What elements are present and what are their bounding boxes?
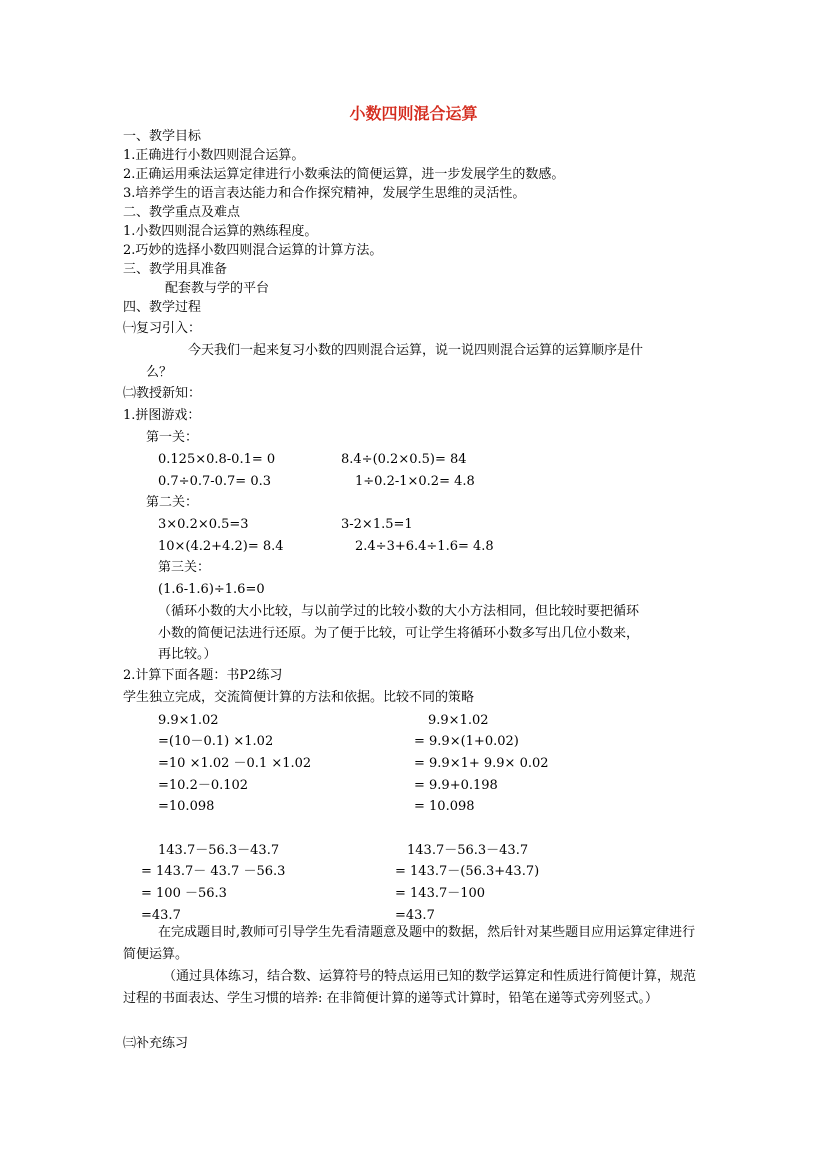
- calc-step: =10 ×1.02 －0.1 ×1.02: [158, 756, 312, 771]
- text-line: 3.培养学生的语言表达能力和合作探究精神，发展学生思维的灵活性。: [123, 186, 526, 201]
- text-line: （循环小数的大小比较，与以前学过的比较小数的大小方法相同，但比较时要把循环: [158, 604, 640, 619]
- calc-step: =43.7: [141, 908, 181, 923]
- text-line: 2.巧妙的选择小数四则混合运算的计算方法。: [123, 243, 383, 258]
- calc-step: =(10－0.1) ×1.02: [158, 734, 274, 749]
- subsection-heading: ㈡教授新知：: [123, 386, 202, 401]
- equation: 0.125×0.8-0.1= 0: [158, 452, 276, 467]
- text-line: 1.拼图游戏：: [123, 408, 201, 423]
- calc-step: = 10.098: [414, 799, 475, 814]
- equation: 10×(4.2+4.2)= 8.4: [158, 539, 284, 554]
- subsection-heading: ㈠复习引入：: [123, 321, 202, 336]
- text-line: 第三关：: [158, 560, 211, 575]
- paragraph: （通过具体练习，结合数、运算符号的特点运用已知的数学运算定和性质进行简便计算，规范过程的书面表达、学生习惯的培养: 在非简便计算的递等式计算时，铅笔在递等式旁列竖式。）: [123, 969, 697, 1006]
- text-line: 1.小数四则混合运算的熟练程度。: [123, 224, 318, 239]
- section-heading: 一、教学目标: [123, 129, 202, 144]
- calc-step: = 143.7－100: [395, 886, 486, 901]
- text-line: 1.正确进行小数四则混合运算。: [123, 148, 305, 163]
- equation: 3-2×1.5=1: [341, 517, 413, 532]
- calc-step: = 143.7－(56.3+43.7): [395, 864, 540, 879]
- paragraph: 在完成题目时,教师可引导学生先看清题意及题中的数据，然后针对某些题目应用运算定律进行简便运算。: [123, 925, 696, 962]
- equation: (1.6-1.6)÷1.6=0: [158, 582, 265, 597]
- text-line: 小数的简便记法进行还原。为了便于比较，可让学生将循环小数多写出几位小数来，: [158, 626, 640, 641]
- calc-step: 143.7－56.3－43.7: [407, 843, 529, 858]
- equation: 1÷0.2-1×0.2= 4.8: [355, 474, 475, 489]
- equation: 0.7÷0.7-0.7= 0.3: [158, 474, 272, 489]
- calc-step: 9.9×1.02: [158, 713, 219, 728]
- text-line: 么？: [146, 365, 173, 380]
- text-line: 今天我们一起来复习小数的四则混合运算，说一说四则混合运算的运算顺序是什: [188, 343, 644, 358]
- calc-step: 9.9×1.02: [428, 713, 489, 728]
- equation: 3×0.2×0.5=3: [158, 517, 249, 532]
- text-line: 再比较。）: [158, 647, 217, 662]
- calc-step: =10.098: [158, 799, 215, 814]
- equation: 8.4÷(0.2×0.5)= 84: [341, 452, 467, 467]
- section-heading: 四、教学过程: [123, 300, 202, 315]
- text-line: 第一关：: [146, 430, 199, 445]
- text-line: 2.正确运用乘法运算定律进行小数乘法的简便运算，进一步发展学生的数感。: [123, 167, 565, 182]
- text-line: 配套教与学的平台: [165, 281, 270, 296]
- calc-step: =43.7: [395, 908, 435, 923]
- calc-step: = 9.9×1+ 9.9× 0.02: [414, 756, 549, 771]
- calc-step: = 100 －56.3: [141, 886, 227, 901]
- text-line: 第二关：: [146, 495, 199, 510]
- equation: 2.4÷3+6.4÷1.6= 4.8: [355, 539, 494, 554]
- subsection-heading: ㈢补充练习: [123, 1036, 189, 1051]
- document-title: 小数四则混合运算: [349, 104, 478, 123]
- calc-step: = 9.9×(1+0.02): [414, 734, 519, 749]
- text-line: 学生独立完成，交流简便计算的方法和依据。比较不同的策略: [123, 690, 475, 705]
- calc-step: = 9.9+0.198: [414, 778, 498, 793]
- text-line: 2.计算下面各题：书P2练习: [123, 668, 283, 683]
- section-heading: 二、教学重点及难点: [123, 205, 241, 220]
- calc-step: =10.2－0.102: [158, 778, 249, 793]
- calc-step: 143.7－56.3－43.7: [158, 843, 280, 858]
- calc-step: = 143.7－ 43.7 －56.3: [141, 864, 286, 879]
- section-heading: 三、教学用具准备: [123, 262, 228, 277]
